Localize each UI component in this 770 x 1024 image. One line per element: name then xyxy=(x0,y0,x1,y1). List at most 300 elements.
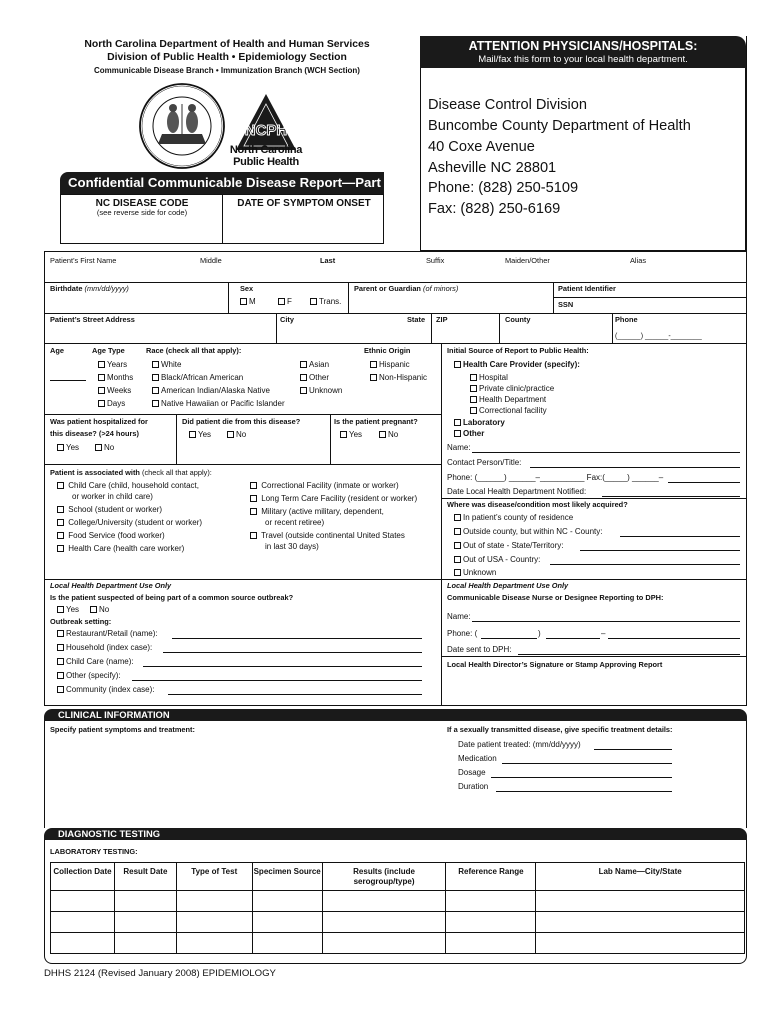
source-contact-label: Contact Person/Title: xyxy=(447,458,522,467)
divider-phone xyxy=(612,313,613,343)
table-cell[interactable] xyxy=(252,933,322,954)
ncph-name-line-1: North Carolina xyxy=(229,144,303,156)
col-collection-date: Collection Date xyxy=(51,863,115,891)
hospitalized-question-1: Was patient hospitalized for xyxy=(50,417,148,426)
age-input-line[interactable] xyxy=(50,380,86,381)
acquired-unknown-option[interactable] xyxy=(454,568,496,577)
lab-testing-label: LABORATORY TESTING: xyxy=(50,847,138,856)
lhd-phone-prefix-line[interactable] xyxy=(546,638,600,639)
table-row xyxy=(51,912,745,933)
race-amind-option[interactable] xyxy=(152,386,270,395)
source-phone-label[interactable]: Phone: (______) ______–__________ Fax:(_____) ______– xyxy=(447,473,664,482)
died-yes-option[interactable] xyxy=(189,430,211,439)
setting-restaurant-line[interactable] xyxy=(172,638,422,639)
phone-blank[interactable]: (______) ______-________ xyxy=(615,333,702,340)
source-name-label: Name: xyxy=(447,443,471,452)
date-treated-line[interactable] xyxy=(594,749,672,750)
address-line-5: Phone: (828) 250-5109 xyxy=(428,180,579,196)
association-title-note: (check all that apply): xyxy=(142,468,212,477)
source-other-option[interactable] xyxy=(454,429,484,438)
outbreak-yes-checkbox[interactable] xyxy=(57,606,64,613)
source-lab-label: Laboratory xyxy=(463,418,505,427)
ncph-logo-text: NCPH xyxy=(244,122,288,139)
setting-community-checkbox[interactable] xyxy=(57,686,64,693)
zip-field[interactable] xyxy=(433,326,497,342)
table-cell[interactable] xyxy=(51,891,115,912)
ethnic-nonhispanic-label: Non-Hispanic xyxy=(379,373,428,382)
agency-line-3: Communicable Disease Branch • Immunization Branch (WCH Section) xyxy=(94,66,360,75)
died-no-label: No xyxy=(236,430,247,439)
source-lab-option[interactable] xyxy=(454,418,505,427)
age-months-checkbox[interactable] xyxy=(98,374,105,381)
assoc-military-label-2: or recent retiree) xyxy=(265,518,325,527)
hospitalized-yes-option[interactable] xyxy=(57,443,79,452)
duration-line[interactable] xyxy=(496,791,672,792)
assoc-military-checkbox[interactable] xyxy=(250,508,257,515)
agency-line-2: Division of Public Health • Epidemiology Section xyxy=(107,52,347,63)
divider-zip xyxy=(431,313,432,343)
diagnostic-header xyxy=(44,828,747,840)
divider-sex xyxy=(228,282,229,313)
acquired-state-line[interactable] xyxy=(580,550,740,551)
guardian-text: Parent or Guardian xyxy=(354,284,421,293)
source-hospital-option[interactable] xyxy=(470,373,508,382)
setting-restaurant-checkbox[interactable] xyxy=(57,630,64,637)
race-white-option[interactable] xyxy=(152,360,181,369)
source-other-label: Other xyxy=(463,429,485,438)
died-no-option[interactable] xyxy=(227,430,246,439)
age-years-label: Years xyxy=(107,360,128,369)
source-lab-checkbox[interactable] xyxy=(454,419,461,426)
table-cell[interactable] xyxy=(176,933,252,954)
address-line-1: Disease Control Division xyxy=(428,97,587,113)
table-cell[interactable] xyxy=(114,912,176,933)
duration-label: Duration xyxy=(458,782,489,791)
acquired-outside-checkbox[interactable] xyxy=(454,528,461,535)
assoc-healthcare-label: Health Care (health care worker) xyxy=(68,544,185,553)
col-lab-name: Lab Name—City/State xyxy=(536,863,745,891)
divider-die xyxy=(176,414,177,464)
ethnic-hispanic-option[interactable] xyxy=(370,360,410,369)
director-signature-field[interactable] xyxy=(443,672,745,704)
divider-guardian xyxy=(348,282,349,313)
source-name-line[interactable] xyxy=(472,452,740,453)
outbreak-no-checkbox[interactable] xyxy=(90,606,97,613)
city-label: City xyxy=(280,315,294,324)
table-row xyxy=(51,933,745,954)
age-weeks-checkbox[interactable] xyxy=(98,387,105,394)
table-cell[interactable] xyxy=(536,912,745,933)
age-years-option[interactable] xyxy=(98,360,127,369)
acquired-outside-label: Outside county, but within NC - County: xyxy=(463,527,603,536)
table-cell[interactable] xyxy=(51,933,115,954)
race-white-checkbox[interactable] xyxy=(152,361,159,368)
lhd-use-only-left: Local Health Department Use Only xyxy=(50,581,172,590)
age-weeks-label: Weeks xyxy=(107,386,132,395)
outbreak-question: Is the patient suspected of being part of a common source outbreak? xyxy=(50,593,294,602)
ethnic-hispanic-label: Hispanic xyxy=(379,360,410,369)
pregnant-yes-option[interactable] xyxy=(340,430,362,439)
acquired-unknown-checkbox[interactable] xyxy=(454,569,461,576)
patient-name-field[interactable] xyxy=(46,266,746,282)
pregnant-no-label: No xyxy=(388,430,399,439)
race-black-option[interactable] xyxy=(152,373,243,382)
address-line-3: 40 Coxe Avenue xyxy=(428,139,535,155)
pregnant-question: Is the patient pregnant? xyxy=(334,417,418,426)
date-notified-line[interactable] xyxy=(602,496,740,497)
source-contact-line[interactable] xyxy=(530,467,740,468)
col-specimen-source: Specimen Source xyxy=(252,863,322,891)
age-label: Age xyxy=(50,346,64,355)
acquired-title: Where was disease/condition most likely acquired? xyxy=(447,500,628,509)
std-treatment-label: If a sexually transmitted disease, give specific treatment details: xyxy=(447,725,673,734)
symptom-onset-label: DATE OF SYMPTOM ONSET xyxy=(237,198,371,209)
source-divider xyxy=(441,498,747,499)
sex-female-checkbox[interactable] xyxy=(278,298,285,305)
source-hcp-option[interactable] xyxy=(454,360,580,369)
acquired-state-option[interactable] xyxy=(454,541,563,550)
dosage-line[interactable] xyxy=(491,777,672,778)
race-nhpi-checkbox[interactable] xyxy=(152,400,159,407)
age-months-label: Months xyxy=(107,373,134,382)
acquired-county-checkbox[interactable] xyxy=(454,514,461,521)
pregnant-yes-label: Yes xyxy=(349,430,363,439)
table-cell[interactable] xyxy=(322,891,446,912)
medication-line[interactable] xyxy=(502,763,672,764)
ethnic-nonhispanic-checkbox[interactable] xyxy=(370,374,377,381)
source-hcp-label: Health Care Provider (specify): xyxy=(463,360,580,369)
setting-household-line[interactable] xyxy=(163,652,422,653)
lab-testing-table xyxy=(50,862,745,954)
source-hcp-checkbox[interactable] xyxy=(454,361,461,368)
table-cell[interactable] xyxy=(176,891,252,912)
row-divider-2 xyxy=(44,313,747,314)
setting-community-line[interactable] xyxy=(168,694,422,695)
street-address-label: Patient’s Street Address xyxy=(50,315,135,324)
attention-title: ATTENTION PHYSICIANS/HOSPITALS: xyxy=(468,39,698,53)
hospitalized-question-2: this disease? (>24 hours) xyxy=(50,429,139,438)
medication-label: Medication xyxy=(458,754,497,763)
race-other-label: Other xyxy=(309,373,330,382)
pregnant-no-option[interactable] xyxy=(379,430,398,439)
ncph-name-line-2: Public Health xyxy=(233,156,299,168)
row-divider-3 xyxy=(44,343,747,344)
age-weeks-option[interactable] xyxy=(98,386,131,395)
alias-label: Alias xyxy=(630,256,647,265)
acquired-state-checkbox[interactable] xyxy=(454,542,461,549)
symptoms-label: Specify patient symptoms and treatment: xyxy=(50,725,195,734)
row-divider xyxy=(44,282,747,283)
race-unknown-checkbox[interactable] xyxy=(300,387,307,394)
acquired-usa-line[interactable] xyxy=(550,564,740,565)
assoc-school-checkbox[interactable] xyxy=(57,506,64,513)
race-unknown-option[interactable] xyxy=(300,386,342,395)
acquired-outside-option[interactable] xyxy=(454,527,602,536)
report-title: Confidential Communicable Disease Report—Part 1 xyxy=(68,175,392,190)
race-other-option[interactable] xyxy=(300,373,329,382)
hospitalized-no-option[interactable] xyxy=(95,443,114,452)
setting-community-option[interactable] xyxy=(57,685,154,694)
last-name-label: Last xyxy=(320,256,336,265)
lhd-phone-number-line[interactable] xyxy=(608,638,740,639)
symptom-onset-field[interactable] xyxy=(223,209,383,243)
died-no-checkbox[interactable] xyxy=(227,431,234,438)
col-result-date: Result Date xyxy=(114,863,176,891)
sex-trans-label: Trans. xyxy=(319,297,342,306)
table-cell[interactable] xyxy=(446,933,536,954)
source-correctional-option[interactable] xyxy=(470,406,547,415)
lab-header-row xyxy=(51,863,745,891)
ethnic-nonhispanic-option[interactable] xyxy=(370,373,427,382)
race-title: Race (check all that apply): xyxy=(146,346,242,355)
ssn-label: SSN xyxy=(558,300,574,309)
sex-male-option[interactable] xyxy=(240,297,256,306)
table-cell[interactable] xyxy=(252,891,322,912)
source-correctional-checkbox[interactable] xyxy=(470,407,477,414)
outbreak-yes-label: Yes xyxy=(66,605,80,614)
setting-other-option[interactable] xyxy=(57,671,121,680)
patient-identifier-label: Patient Identifier xyxy=(558,284,616,293)
setting-household-option[interactable] xyxy=(57,643,152,652)
assoc-college-label: College/University (student or worker) xyxy=(68,518,203,527)
setting-household-checkbox[interactable] xyxy=(57,644,64,651)
table-cell[interactable] xyxy=(446,912,536,933)
assoc-travel-checkbox[interactable] xyxy=(250,532,257,539)
zip-label: ZIP xyxy=(436,315,448,324)
died-yes-checkbox[interactable] xyxy=(189,431,196,438)
source-hd-label: Health Department xyxy=(479,395,547,404)
assoc-correctional-option[interactable] xyxy=(250,481,399,490)
setting-community-label: Community (index case): xyxy=(66,685,155,694)
lhd-use-only-right: Local Health Department Use Only xyxy=(447,581,569,590)
age-years-checkbox[interactable] xyxy=(98,361,105,368)
acquired-state-label: Out of state - State/Territory: xyxy=(463,541,564,550)
acquired-county-option[interactable] xyxy=(454,513,573,522)
address-line-4: Asheville NC 28801 xyxy=(428,160,557,176)
setting-childcare-option[interactable] xyxy=(57,657,134,666)
age-days-label: Days xyxy=(107,399,126,408)
died-question: Did patient die from this disease? xyxy=(182,417,301,426)
source-hospital-checkbox[interactable] xyxy=(470,374,477,381)
county-field[interactable] xyxy=(501,326,610,342)
middle-name-label: Middle xyxy=(200,256,222,265)
assoc-childcare-checkbox[interactable] xyxy=(57,482,64,489)
state-label: State xyxy=(407,315,426,324)
guardian-note: (of minors) xyxy=(423,284,459,293)
ssn-field[interactable] xyxy=(578,299,746,312)
outbreak-setting-label: Outbreak setting: xyxy=(50,617,112,626)
assoc-college-checkbox[interactable] xyxy=(57,519,64,526)
sex-female-label: F xyxy=(287,297,292,306)
source-other-checkbox[interactable] xyxy=(454,430,461,437)
report-title-bar xyxy=(60,172,392,194)
source-correctional-label: Correctional facility xyxy=(479,406,547,415)
assoc-travel-label: Travel (outside continental United States xyxy=(261,531,405,540)
source-private-option[interactable] xyxy=(470,384,554,393)
hospitalized-no-label: No xyxy=(104,443,115,452)
race-nhpi-option[interactable] xyxy=(152,399,285,408)
disease-code-note: (see reverse side for code) xyxy=(96,208,188,217)
col-results: Results (include serogroup/type) xyxy=(322,863,446,891)
race-black-checkbox[interactable] xyxy=(152,374,159,381)
identifier-divider xyxy=(553,297,747,298)
assoc-healthcare-option[interactable] xyxy=(57,544,184,553)
race-other-checkbox[interactable] xyxy=(300,374,307,381)
assoc-correctional-checkbox[interactable] xyxy=(250,482,257,489)
lhd-name-line[interactable] xyxy=(472,621,740,622)
hosp-row-bottom xyxy=(44,464,441,465)
hospitalized-no-checkbox[interactable] xyxy=(95,444,102,451)
street-address-field[interactable] xyxy=(46,326,274,342)
date-notified-label: Date Local Health Department Notified: xyxy=(447,487,587,496)
dosage-label: Dosage xyxy=(458,768,486,777)
ethnic-hispanic-checkbox[interactable] xyxy=(370,361,377,368)
table-cell[interactable] xyxy=(322,933,446,954)
assoc-travel-label-2: in last 30 days) xyxy=(265,542,319,551)
race-amind-label: American Indian/Alaska Native xyxy=(161,386,270,395)
ncph-logo xyxy=(234,92,298,152)
assoc-food-option[interactable] xyxy=(57,531,165,540)
acquired-unknown-label: Unknown xyxy=(463,568,497,577)
table-cell[interactable] xyxy=(536,933,745,954)
assoc-ltc-option[interactable] xyxy=(250,494,417,503)
agency-line-1: North Carolina Department of Health and Human Services xyxy=(84,39,370,50)
race-asian-label: Asian xyxy=(309,360,330,369)
divider-county xyxy=(499,313,500,343)
director-divider xyxy=(441,656,747,657)
assoc-travel-option[interactable] xyxy=(250,531,405,540)
clinical-header xyxy=(44,709,747,721)
address-line-6: Fax: (828) 250-6169 xyxy=(428,201,561,217)
assoc-college-option[interactable] xyxy=(57,518,202,527)
setting-restaurant-option[interactable] xyxy=(57,629,158,638)
hospitalized-yes-label: Yes xyxy=(66,443,80,452)
setting-household-label: Household (index case): xyxy=(66,643,153,652)
assoc-military-label: Military (active military, dependent, xyxy=(261,507,384,516)
date-treated-label: Date patient treated: (mm/dd/yyyy) xyxy=(458,740,581,749)
source-hospital-label: Hospital xyxy=(479,373,508,382)
race-nhpi-label: Native Hawaiian or Pacific Islander xyxy=(161,399,285,408)
pregnant-yes-checkbox[interactable] xyxy=(340,431,347,438)
setting-restaurant-label: Restaurant/Retail (name): xyxy=(66,629,158,638)
center-divider xyxy=(441,343,442,706)
assoc-childcare-option[interactable] xyxy=(57,481,199,490)
clinical-title: CLINICAL INFORMATION xyxy=(58,709,170,720)
assoc-ltc-checkbox[interactable] xyxy=(250,495,257,502)
race-amind-checkbox[interactable] xyxy=(152,387,159,394)
setting-childcare-label: Child Care (name): xyxy=(66,657,134,666)
assoc-correctional-label: Correctional Facility (inmate or worker) xyxy=(261,481,399,490)
acquired-usa-label: Out of USA - Country: xyxy=(463,555,541,564)
initial-source-title: Initial Source of Report to Public Health: xyxy=(447,346,589,355)
first-name-label: Patient’s First Name xyxy=(50,256,117,265)
birthdate-format: (mm/dd/yyyy) xyxy=(84,284,129,293)
table-cell[interactable] xyxy=(536,891,745,912)
pregnant-no-checkbox[interactable] xyxy=(379,431,386,438)
assoc-food-checkbox[interactable] xyxy=(57,532,64,539)
nc-state-seal xyxy=(138,82,226,170)
assoc-military-option[interactable] xyxy=(250,507,384,516)
guardian-field[interactable] xyxy=(350,294,550,312)
sex-trans-checkbox[interactable] xyxy=(310,298,317,305)
diagnostic-title: DIAGNOSTIC TESTING xyxy=(58,828,161,839)
assoc-healthcare-checkbox[interactable] xyxy=(57,545,64,552)
source-hd-checkbox[interactable] xyxy=(470,396,477,403)
table-cell[interactable] xyxy=(114,891,176,912)
symptoms-field[interactable] xyxy=(48,738,438,824)
acquired-usa-checkbox[interactable] xyxy=(454,556,461,563)
form-footer: DHHS 2124 (Revised January 2008) EPIDEMIOLOGY xyxy=(44,968,276,979)
address-line-2: Buncombe County Department of Health xyxy=(428,118,691,134)
lhd-phone-area-line[interactable] xyxy=(481,638,537,639)
sex-female-option[interactable] xyxy=(278,297,292,306)
source-fax-line[interactable] xyxy=(668,482,740,483)
attention-subtitle: Mail/fax this form to your local health department. xyxy=(478,54,688,66)
col-reference-range: Reference Range xyxy=(446,863,536,891)
table-cell[interactable] xyxy=(51,912,115,933)
table-cell[interactable] xyxy=(114,933,176,954)
source-hd-option[interactable] xyxy=(470,395,546,404)
table-cell[interactable] xyxy=(322,912,446,933)
sex-male-checkbox[interactable] xyxy=(240,298,247,305)
table-cell[interactable] xyxy=(176,912,252,933)
birthdate-text: Birthdate xyxy=(50,284,83,293)
outbreak-yes-option[interactable] xyxy=(57,605,79,614)
divider-city xyxy=(276,313,277,343)
association-title-text: Patient is associated with xyxy=(50,468,140,477)
source-private-label: Private clinic/practice xyxy=(479,384,555,393)
age-days-option[interactable] xyxy=(98,399,125,408)
lhd-phone-paren: ) xyxy=(538,629,541,638)
race-black-label: Black/African American xyxy=(161,373,244,382)
age-type-label: Age Type xyxy=(92,346,125,355)
setting-other-checkbox[interactable] xyxy=(57,672,64,679)
divider-pregnant xyxy=(330,414,331,464)
col-type-of-test: Type of Test xyxy=(176,863,252,891)
acquired-outside-line[interactable] xyxy=(620,536,740,537)
disease-code-label: NC DISEASE CODE xyxy=(95,198,189,209)
acquired-usa-option[interactable] xyxy=(454,555,540,564)
date-sent-line[interactable] xyxy=(518,654,740,655)
race-asian-checkbox[interactable] xyxy=(300,361,307,368)
outbreak-no-option[interactable] xyxy=(90,605,109,614)
age-months-option[interactable] xyxy=(98,373,133,382)
setting-other-line[interactable] xyxy=(132,680,422,681)
acquired-county-label: In patient’s county of residence xyxy=(463,513,574,522)
setting-childcare-checkbox[interactable] xyxy=(57,658,64,665)
table-cell[interactable] xyxy=(446,891,536,912)
source-private-checkbox[interactable] xyxy=(470,385,477,392)
setting-childcare-line[interactable] xyxy=(143,666,422,667)
director-signature-label: Local Health Director’s Signature or Stamp Approving Report xyxy=(447,660,663,669)
birthdate-field[interactable] xyxy=(46,294,226,312)
assoc-school-option[interactable] xyxy=(57,505,162,514)
age-days-checkbox[interactable] xyxy=(98,400,105,407)
lhd-phone-dash: – xyxy=(601,629,606,638)
assoc-school-label: School (student or worker) xyxy=(68,505,163,514)
hospitalized-yes-checkbox[interactable] xyxy=(57,444,64,451)
table-row xyxy=(51,891,745,912)
city-field[interactable] xyxy=(278,326,429,342)
race-white-label: White xyxy=(161,360,182,369)
sex-male-label: M xyxy=(249,297,256,306)
race-asian-option[interactable] xyxy=(300,360,329,369)
disease-code-field[interactable] xyxy=(61,209,221,243)
lhd-divider xyxy=(44,579,747,580)
birthdate-label xyxy=(50,285,129,294)
table-cell[interactable] xyxy=(252,912,322,933)
sex-trans-option[interactable] xyxy=(310,297,341,306)
